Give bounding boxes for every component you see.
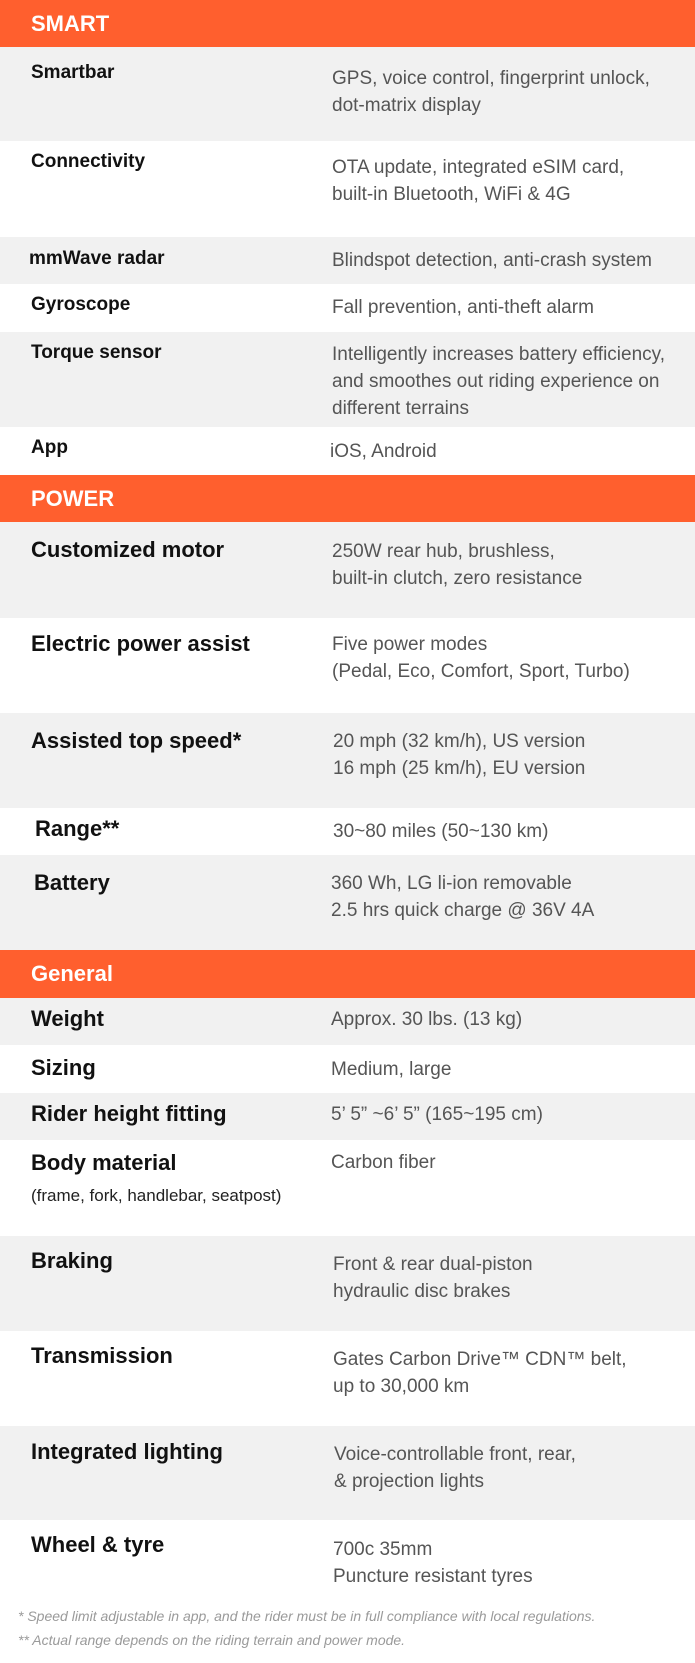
spec-value-rider-height-fitting [331, 1101, 543, 1128]
spec-value-braking [333, 1251, 533, 1305]
spec-value-line: up to 30,000 km [333, 1376, 470, 1397]
spec-label-wheel-tyre [31, 1532, 164, 1558]
spec-value-line: Approx. 30 lbs. (13 kg) [331, 1009, 523, 1030]
spec-value-line: Intelligently increases battery efficiency, [332, 344, 666, 365]
footnote: * Speed limit adjustable in app, and the rider must be in full compliance with local regulations. [18, 1608, 596, 1624]
spec-value-line: 20 mph (32 km/h), US version [333, 731, 586, 752]
spec-label-integrated-lighting [31, 1439, 223, 1465]
spec-value-line: and smoothes out riding experience on [332, 371, 660, 392]
spec-value-smartbar [332, 65, 650, 119]
spec-label-range [35, 816, 119, 842]
footnote: ** Actual range depends on the riding terrain and power mode. [18, 1632, 406, 1648]
spec-label-text: App [31, 437, 68, 458]
spec-value-line: built-in clutch, zero resistance [332, 568, 583, 589]
spec-value-battery [331, 870, 594, 924]
spec-value-weight [331, 1006, 522, 1033]
spec-label-connectivity [31, 151, 145, 173]
spec-value-line: Gates Carbon Drive™ CDN™ belt, [333, 1349, 627, 1370]
spec-value-sizing [331, 1056, 451, 1083]
spec-value-line: Five power modes [332, 634, 488, 655]
spec-value-electric-power-assist [332, 631, 630, 685]
spec-value-customized-motor [332, 538, 582, 592]
spec-label-app [31, 437, 68, 459]
spec-value-line: Medium, large [331, 1059, 452, 1080]
spec-value-line: 700c 35mm [333, 1539, 433, 1560]
section-header-smart: SMART [0, 0, 695, 47]
section-header-power: POWER [0, 475, 695, 522]
spec-label-text: Range** [35, 816, 120, 841]
spec-value-line: 2.5 hrs quick charge @ 36V 4A [331, 900, 595, 921]
spec-value-wheel-tyre [333, 1536, 533, 1590]
spec-value-torque-sensor [332, 341, 665, 422]
spec-value-line: Front & rear dual-piston [333, 1254, 533, 1275]
spec-value-line: OTA update, integrated eSIM card, [332, 157, 625, 178]
spec-label-gyroscope [31, 294, 130, 316]
spec-value-line: different terrains [332, 398, 469, 419]
spec-value-line: 5’ 5” ~6’ 5” (165~195 cm) [331, 1104, 543, 1125]
spec-value-line: built-in Bluetooth, WiFi & 4G [332, 184, 571, 205]
spec-value-app [330, 438, 437, 465]
spec-value-line: 360 Wh, LG li-ion removable [331, 873, 572, 894]
spec-label-smartbar [31, 62, 114, 84]
spec-value-line: dot-matrix display [332, 95, 481, 116]
spec-label-text: Transmission [31, 1343, 173, 1368]
spec-label-text: Battery [34, 870, 110, 895]
spec-value-line: Blindspot detection, anti-crash system [332, 250, 652, 271]
spec-label-text: Smartbar [31, 62, 115, 83]
spec-label-text: Wheel & tyre [31, 1532, 165, 1557]
spec-value-integrated-lighting [334, 1441, 576, 1495]
spec-label-rider-height-fitting [31, 1101, 227, 1127]
spec-value-line: Voice-controllable front, rear, [334, 1444, 576, 1465]
spec-value-line: Carbon fiber [331, 1152, 436, 1173]
spec-label-text: Body material [31, 1150, 177, 1175]
spec-label-braking [31, 1248, 113, 1274]
spec-label-text: Weight [31, 1006, 104, 1031]
spec-value-line: Fall prevention, anti-theft alarm [332, 297, 594, 318]
spec-value-assisted-top-speed [333, 728, 585, 782]
spec-label-body-material [31, 1150, 281, 1206]
spec-label-assisted-top-speed [31, 728, 241, 754]
spec-value-line: Puncture resistant tyres [333, 1566, 533, 1587]
spec-value-mmwave-radar [332, 247, 652, 274]
spec-value-line: (Pedal, Eco, Comfort, Sport, Turbo) [332, 661, 630, 682]
spec-value-line: 30~80 miles (50~130 km) [333, 821, 549, 842]
spec-label-text: Customized motor [31, 537, 225, 562]
spec-value-line: hydraulic disc brakes [333, 1281, 511, 1302]
spec-label-text: Connectivity [31, 151, 146, 172]
section-header-general: General [0, 950, 695, 998]
spec-value-line: GPS, voice control, fingerprint unlock, [332, 68, 650, 89]
spec-label-text: Rider height fitting [31, 1101, 227, 1126]
spec-label-battery [34, 870, 110, 896]
spec-label-text: Torque sensor [31, 342, 162, 363]
spec-value-transmission [333, 1346, 627, 1400]
spec-label-torque-sensor [31, 342, 162, 364]
spec-label-text: Gyroscope [31, 294, 131, 315]
spec-value-line: 16 mph (25 km/h), EU version [333, 758, 586, 779]
spec-label-text: Assisted top speed* [31, 728, 242, 753]
spec-value-line: iOS, Android [330, 441, 437, 462]
spec-label-mmwave-radar [29, 248, 165, 270]
spec-value-body-material [331, 1149, 436, 1176]
spec-value-line: & projection lights [334, 1471, 484, 1492]
spec-label-text: Sizing [31, 1055, 96, 1080]
spec-label-electric-power-assist [31, 631, 250, 657]
spec-sublabel: (frame, fork, handlebar, seatpost) [31, 1186, 282, 1205]
spec-label-text: Integrated lighting [31, 1439, 223, 1464]
spec-label-text: mmWave radar [29, 248, 165, 269]
spec-label-transmission [31, 1343, 173, 1369]
spec-value-gyroscope [332, 294, 594, 321]
spec-label-sizing [31, 1055, 96, 1081]
spec-value-line: 250W rear hub, brushless, [332, 541, 555, 562]
spec-label-weight [31, 1006, 104, 1032]
spec-value-range [333, 818, 548, 845]
spec-label-text: Electric power assist [31, 631, 250, 656]
spec-label-customized-motor [31, 537, 224, 563]
spec-value-connectivity [332, 154, 624, 208]
spec-label-text: Braking [31, 1248, 113, 1273]
